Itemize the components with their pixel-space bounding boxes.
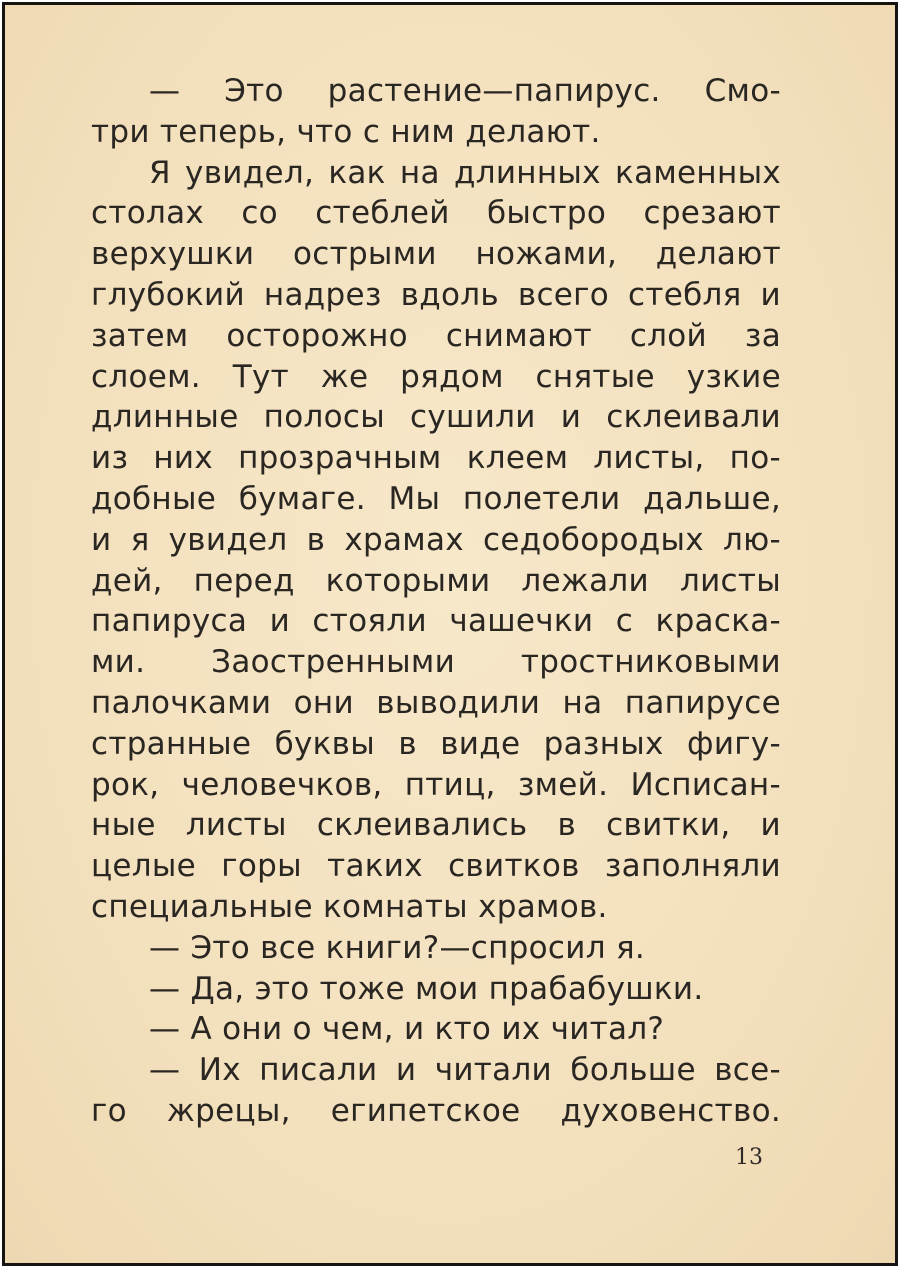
- text-line: — Их писали и читали больше все-: [149, 1052, 781, 1089]
- text-line: затем осторожно снимают слой за: [91, 317, 781, 354]
- page-text: [91, 71, 781, 1132]
- text-line: столах со стеблей быстро срезают: [91, 195, 781, 232]
- text-line: палочками они выводили на папирусе: [91, 684, 781, 721]
- text-line: рок, человечков, птиц, змей. Исписан-: [91, 766, 781, 803]
- page-number: 13: [735, 1145, 763, 1170]
- book-page: [2, 2, 898, 1266]
- text-line: из них прозрачным клеем листы, по-: [91, 440, 781, 477]
- text-line: слоем. Тут же рядом снятые узкие: [91, 358, 781, 395]
- text-line: глубокий надрез вдоль всего стебля и: [91, 276, 781, 313]
- text-line: добные бумаге. Мы полетели дальше,: [91, 480, 781, 517]
- text-line: целые горы таких свитков заполняли: [91, 848, 781, 885]
- text-line: странные буквы в виде разных фигу-: [91, 725, 781, 762]
- text-line: — Это все книги?—спросил я.: [149, 929, 646, 966]
- text-line: — Да, это тоже мои прабабушки.: [149, 970, 704, 1007]
- text-line: три теперь, что с ним делают.: [91, 113, 601, 150]
- text-line: длинные полосы сушили и склеивали: [91, 399, 781, 436]
- text-line: верхушки острыми ножами, делают: [91, 236, 781, 273]
- text-line: — Это растение—папирус. Смо-: [149, 73, 781, 109]
- text-line: дей, перед которыми лежали листы: [91, 562, 781, 599]
- text-line: специальные комнаты храмов.: [91, 888, 608, 925]
- text-line: папируса и стояли чашечки с краска-: [91, 603, 781, 640]
- text-line: ные листы склеивались в свитки, и: [91, 807, 781, 844]
- text-line: — А они о чем, и кто их читал?: [149, 1011, 665, 1048]
- text-line: и я увидел в храмах седобородых лю-: [91, 521, 781, 558]
- text-line: Я увидел, как на длинных каменных: [149, 154, 781, 191]
- text-line: ми. Заостренными тростниковыми: [91, 644, 781, 681]
- text-line: го жрецы, египетское духовенство.: [91, 1092, 781, 1129]
